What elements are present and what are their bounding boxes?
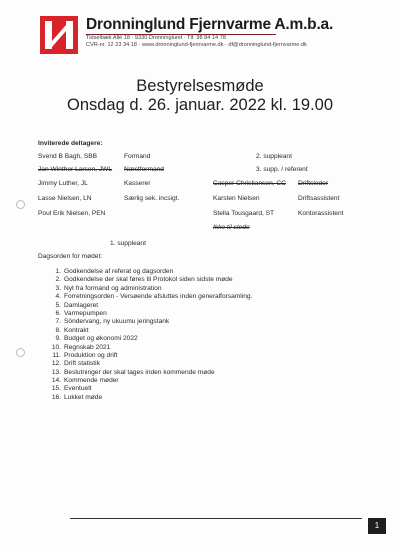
member-name: Svend B Bagh, SBB xyxy=(38,153,98,160)
punch-hole xyxy=(16,348,25,357)
footer-divider xyxy=(70,518,362,519)
member-role: Formand xyxy=(124,153,151,160)
punch-hole xyxy=(16,200,25,209)
agenda-heading: Dagsorden for mødet: xyxy=(38,253,103,260)
member-role: Særlig sek. incsigt. xyxy=(124,195,180,202)
staff-name: Casper Christiansen, CC xyxy=(213,180,286,187)
company-address: Tidselbæk Allé 18 · 9330 Dronninglund · Tlf. 98 84 14 78 xyxy=(86,35,226,41)
company-logo xyxy=(40,16,78,54)
meeting-date: Onsdag d. 26. januar. 2022 kl. 19.00 xyxy=(66,96,334,114)
meeting-title: Bestyrelsesmøde xyxy=(136,77,264,95)
right-entry: 2. suppleant xyxy=(256,153,292,160)
right-entry: 3. supp. / referent xyxy=(256,166,308,173)
page-number: 1 xyxy=(368,518,386,534)
member-name: Lasse Nielsen, LN xyxy=(38,195,92,202)
absent-note: Ikke til stede xyxy=(213,224,250,231)
company-name: Dronninglund Fjernvarme A.m.b.a. xyxy=(86,16,334,33)
member-name: Poul Erik Nielsen, PEN xyxy=(38,210,106,217)
member-name: Jan Winther Larsen, JWL xyxy=(38,166,113,173)
first-suppleant: 1. suppleant xyxy=(110,240,146,247)
staff-role: Kontorassistent xyxy=(298,210,344,217)
member-role: Næstformand xyxy=(124,166,164,173)
staff-role: Driftsassistent xyxy=(298,195,340,202)
member-name: Jimmy Luther, JL xyxy=(38,180,88,187)
member-role: Kasserer xyxy=(124,180,151,187)
document-page: Dronninglund Fjernvarme A.m.b.a. Tidselbæk Allé 18 · 9330 Dronninglund · Tlf. 98 84 14 78 CVR-nr. 12 23 34 18 · www.dronninglund-fjernvarme.dk · df@dronninglund-fjernvarme.dk Bestyrelsesmøde Onsdag d. 26. januar. 2022 kl. 19.00 Inviterede deltagere: Svend B Bagh, SBB Formand Jan Winther Larsen, JWL Næstformand Jimmy Luther, JL Kasserer Lasse Nielsen, LN Særlig sek. incsigt. Poul Erik Nielsen, PEN 1. suppleant 2. suppleant 3. supp. / referent Casper Christiansen, CC Driftsleder Karsten Nielsen Driftsassistent Stella Tousgaard, ST Kontorassistent Ikke til stede Dagsorden for mødet: 1. Godkendelse af referat og dagsorden 2. Godkendelse der skal føres til Protokol siden sidste møde 3. Nyt fra formand og administration 4. Forretningsorden - Versøende afsluttes inden generalforsamling. 5. Damlageret 6. Varmepumpen 7. Söndervang, ny ukuumu jeringstank 8. Kontrakt 9. Budget og økonomi 2022 10. Regnskab 2021 11. Produktion og drift 12. Drift statistik 13. Beslutninger der skal tages inden kommende møde 14. Kommende møder 15. Eventuelt 16. Lukket møde 1 xyxy=(0,0,400,550)
invited-heading: Inviterede deltagere: xyxy=(38,140,103,147)
staff-role: Driftsleder xyxy=(298,180,329,187)
company-contact: CVR-nr. 12 23 34 18 · www.dronninglund-fjernvarme.dk · df@dronninglund-fjernvarme.dk xyxy=(86,42,307,48)
staff-name: Karsten Nielsen xyxy=(213,195,260,202)
staff-name: Stella Tousgaard, ST xyxy=(213,210,275,217)
